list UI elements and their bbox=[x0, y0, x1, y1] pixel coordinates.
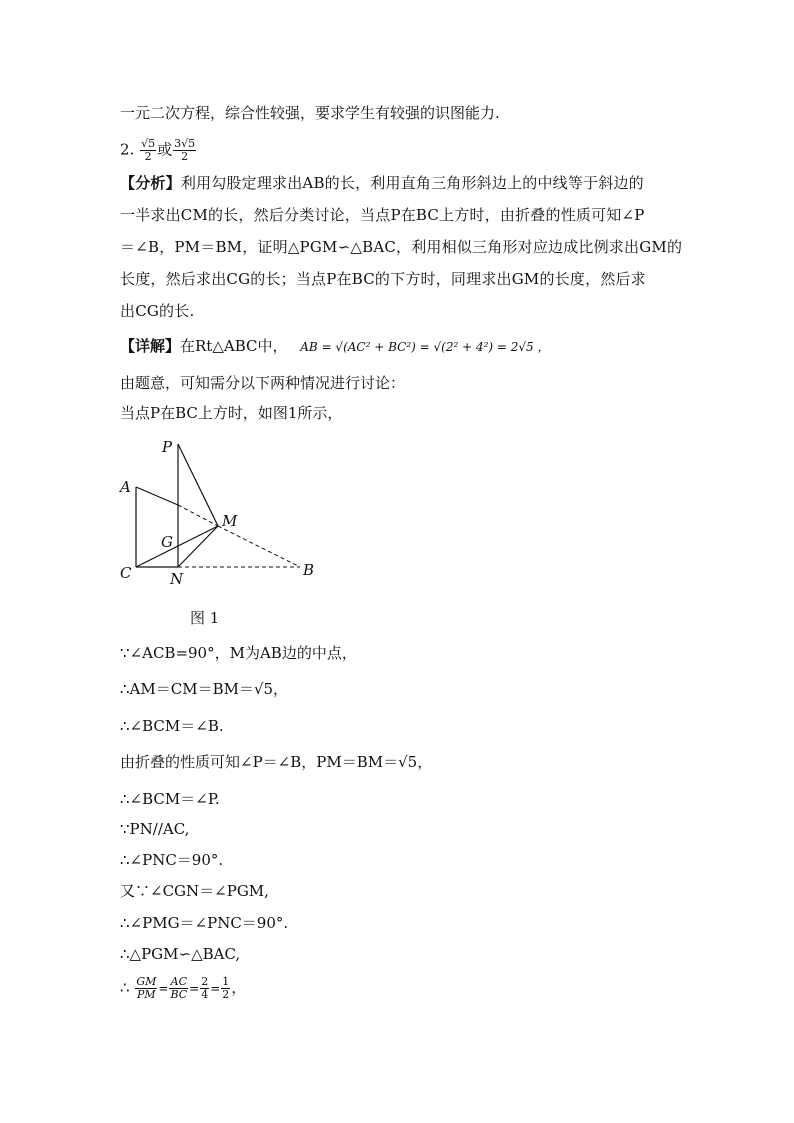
step-3: ∴∠BCM＝∠B. bbox=[120, 717, 224, 735]
step-1: ∵∠ACB=90°，M为AB边的中点， bbox=[120, 644, 357, 662]
label-A: A bbox=[120, 478, 131, 496]
answer-line bbox=[120, 138, 197, 163]
fraction-numerator: AC bbox=[170, 975, 187, 988]
comma: ， bbox=[231, 978, 247, 997]
fraction-denominator: 2 bbox=[144, 150, 152, 163]
fraction-numerator: √5 bbox=[141, 137, 156, 150]
fraction-numerator: 3√5 bbox=[174, 137, 196, 150]
segment-A-to-PN bbox=[136, 487, 178, 505]
label-G: G bbox=[161, 533, 173, 551]
step-11 bbox=[120, 976, 246, 1001]
fraction-denominator: BC bbox=[170, 988, 188, 1001]
equals-sign: = bbox=[189, 981, 200, 996]
equals-sign: = bbox=[210, 981, 221, 996]
analysis-line-1 bbox=[120, 173, 644, 193]
equals-sign: = bbox=[158, 981, 169, 996]
fraction-denominator: 4 bbox=[201, 988, 209, 1001]
step-2: ∴AM＝CM＝BM＝√5， bbox=[120, 680, 289, 698]
figure-caption: 图 1 bbox=[190, 609, 220, 627]
ratio-1-2 bbox=[221, 976, 230, 1001]
fraction-denominator: 2 bbox=[181, 150, 189, 163]
therefore-symbol: ∴ bbox=[120, 978, 130, 997]
detail-tag: 【详解】 bbox=[120, 337, 181, 355]
step-10: ∴△PGM∽△BAC, bbox=[120, 945, 241, 963]
label-N: N bbox=[170, 570, 184, 588]
case1-line: 当点P在BC上方时，如图1所示， bbox=[120, 404, 343, 422]
ratio-2-4 bbox=[200, 976, 209, 1001]
label-M: M bbox=[222, 512, 238, 530]
analysis-line-4: 长度，然后求出CG的长；当点P在BC的下方时，同理求出GM的长度，然后求 bbox=[120, 270, 646, 288]
fraction-numerator: GM bbox=[136, 975, 157, 988]
ratio-ac-bc bbox=[169, 976, 188, 1001]
step-5: ∴∠BCM＝∠P. bbox=[120, 790, 220, 808]
ratio-gm-pm bbox=[135, 976, 157, 1001]
analysis-tag: 【分析】 bbox=[120, 174, 181, 192]
step-7: ∴∠PNC＝90°. bbox=[120, 851, 224, 869]
geometry-figure bbox=[110, 432, 330, 592]
answer-fraction-1 bbox=[140, 138, 156, 163]
answer-number: 2. bbox=[120, 140, 135, 159]
fraction-numerator: 1 bbox=[222, 975, 230, 988]
segment-MN bbox=[178, 526, 218, 567]
step-8: 又∵∠CGN＝∠PGM, bbox=[120, 882, 269, 900]
cases-line: 由题意，可知需分以下两种情况进行讨论： bbox=[120, 374, 406, 392]
answer-fraction-2 bbox=[173, 138, 196, 163]
label-B: B bbox=[303, 561, 315, 579]
answer-or: 或 bbox=[157, 140, 173, 159]
label-C: C bbox=[120, 564, 132, 582]
analysis-line-3: ＝∠B，PM＝BM，证明△PGM∽△BAC，利用相似三角形对应边成比例求出GM的 bbox=[120, 238, 683, 256]
fraction-denominator: 2 bbox=[222, 988, 230, 1001]
step-4: 由折叠的性质可知∠P＝∠B，PM＝BM＝√5， bbox=[120, 753, 433, 771]
analysis-text-1: 利用勾股定理求出AB的长，利用直角三角形斜边上的中线等于斜边的 bbox=[180, 174, 644, 192]
analysis-line-5: 出CG的长. bbox=[120, 302, 195, 320]
analysis-line-2: 一半求出CM的长，然后分类讨论，当点P在BC上方时，由折叠的性质可知∠P bbox=[120, 206, 645, 224]
detail-formula: AB = √(AC² + BC²) = √(2² + 4²) = 2√5 ， bbox=[300, 340, 550, 354]
text-line-1: 一元二次方程，综合性较强，要求学生有较强的识图能力. bbox=[120, 104, 500, 122]
detail-line bbox=[120, 336, 550, 357]
segment-MB-dashed bbox=[218, 526, 300, 567]
segment-CM bbox=[136, 526, 218, 567]
step-9: ∴∠PMG＝∠PNC＝90°. bbox=[120, 914, 289, 932]
detail-text: 在Rt△ABC中， bbox=[180, 337, 288, 355]
segment-AM-dashed bbox=[178, 505, 218, 526]
step-6: ∵PN//AC, bbox=[120, 820, 190, 838]
fraction-numerator: 2 bbox=[201, 975, 209, 988]
fraction-denominator: PM bbox=[137, 988, 156, 1001]
label-P: P bbox=[162, 438, 173, 456]
segment-PM bbox=[178, 444, 218, 526]
